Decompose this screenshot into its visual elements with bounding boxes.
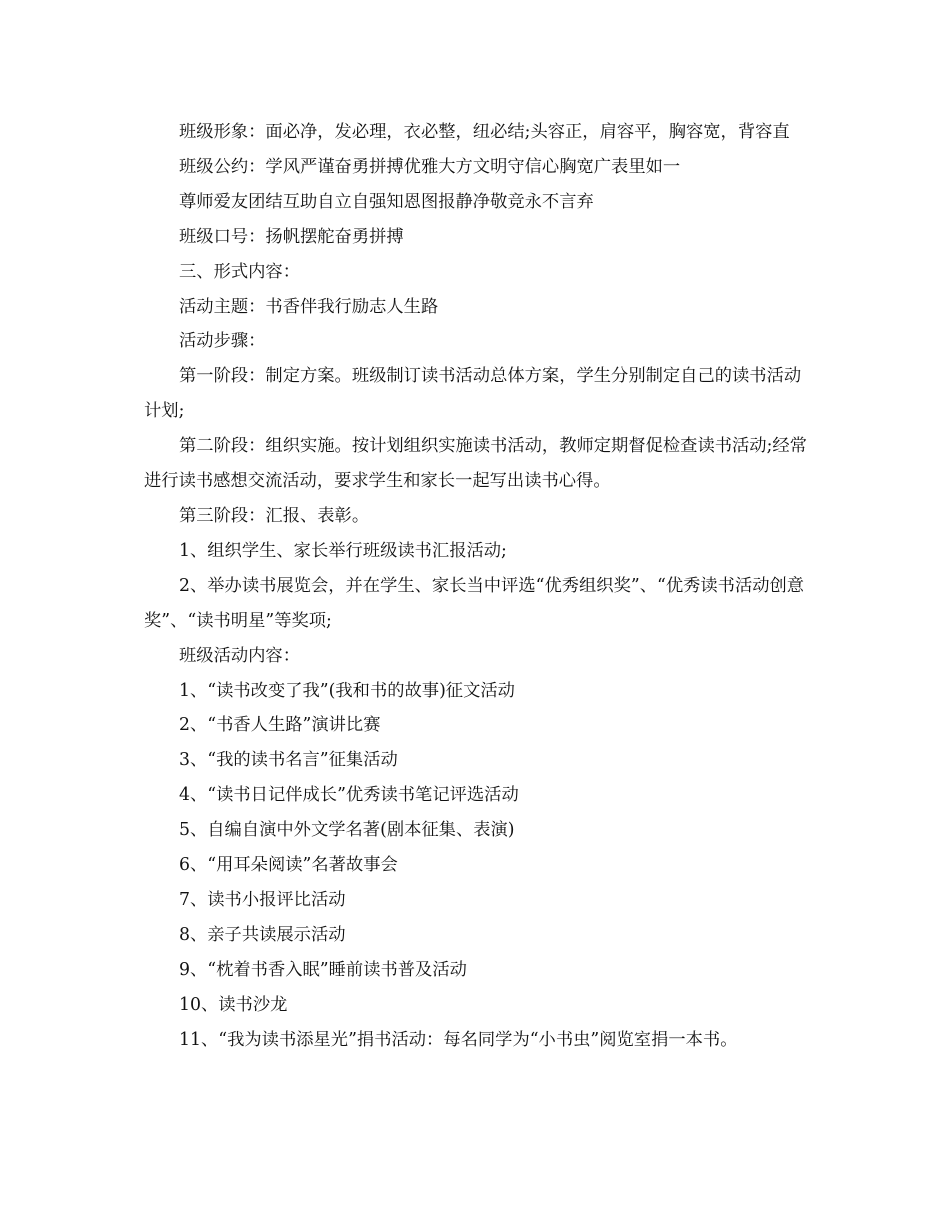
list-item: 7、读书小报评比活动 bbox=[179, 889, 346, 910]
paragraph-class-slogan: 班级口号：扬帆摆舵奋勇拼搏 bbox=[179, 226, 404, 247]
list-item: 10、读书沙龙 bbox=[179, 994, 288, 1015]
paragraph-class-pledge-continued: 尊师爱友团结互助自立自强知恩图报静净敬竞永不言弃 bbox=[179, 191, 594, 212]
list-item: 5、自编自演中外文学名著(剧本征集、表演) bbox=[179, 820, 515, 841]
list-item: 9、“枕着书香入眠”睡前读书普及活动 bbox=[179, 959, 467, 980]
document-body bbox=[144, 115, 808, 1057]
paragraph-class-pledge: 班级公约：学风严谨奋勇拼搏优雅大方文明守信心胸宽广表里如一 bbox=[179, 156, 681, 177]
list-item: 3、“我的读书名言”征集活动 bbox=[179, 750, 398, 771]
section-heading-form-content: 三、形式内容： bbox=[179, 261, 300, 282]
paragraph-stage-one: 第一阶段：制定方案。班级制订读书活动总体方案，学生分别制定自己的读书活动计划; bbox=[144, 366, 802, 422]
list-item: 4、“读书日记伴成长”优秀读书笔记评选活动 bbox=[179, 785, 519, 806]
list-item: 2、举办读书展览会，并在学生、家长当中评选“优秀组织奖”、“优秀读书活动创意奖”、“读书明星”等奖项; bbox=[144, 575, 805, 631]
paragraph-stage-two: 第二阶段：组织实施。按计划组织实施读书活动，教师定期督促检查读书活动;经常进行读书感想交流活动，要求学生和家长一起写出读书心得。 bbox=[144, 436, 807, 492]
paragraph-stage-three: 第三阶段：汇报、表彰。 bbox=[179, 505, 370, 526]
list-item: 8、亲子共读展示活动 bbox=[179, 924, 346, 945]
paragraph-class-image: 班级形象：面必净，发必理，衣必整，纽必结;头容正，肩容平，胸容宽，背容直 bbox=[179, 122, 790, 142]
paragraph-class-activities: 班级活动内容： bbox=[179, 645, 300, 666]
list-item: 1、“读书改变了我”(我和书的故事)征文活动 bbox=[179, 680, 515, 701]
paragraph-activity-theme: 活动主题：书香伴我行励志人生路 bbox=[179, 296, 439, 317]
list-item: 11、“我为读书添星光”捐书活动：每名同学为“小书虫”阅览室捐一本书。 bbox=[179, 1029, 738, 1050]
list-item: 6、“用耳朵阅读”名著故事会 bbox=[179, 855, 398, 876]
list-item: 1、组织学生、家长举行班级读书汇报活动; bbox=[179, 540, 507, 561]
paragraph-activity-steps: 活动步骤： bbox=[179, 331, 266, 352]
list-item: 2、“书香人生路”演讲比赛 bbox=[179, 715, 381, 736]
